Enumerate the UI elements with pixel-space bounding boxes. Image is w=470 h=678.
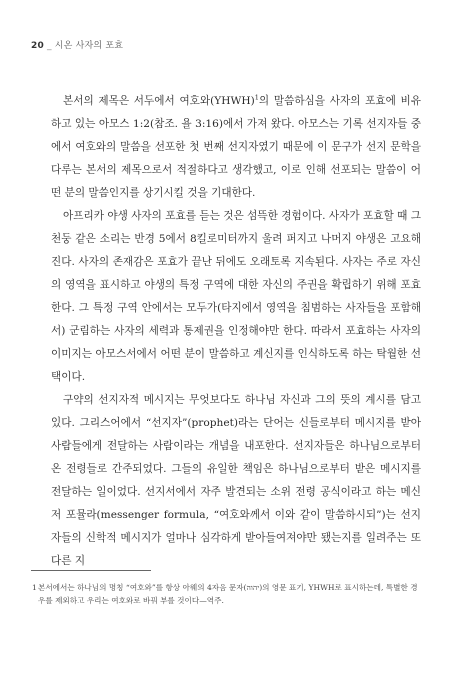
- paragraph-2: 아프리카 야생 사자의 포효를 듣는 것은 섬뜩한 경험이다. 사자가 포효할 때 그 천둥 같은 소리는 반경 5에서 8킬로미터까지 울려 퍼지고 나머지 야생은 고요해진다. 사자의 존재감은 포효가 끝난 뒤에도 오래토록 지속된다. 사자는 주로 자신의 영역을 표시하고 야생의 특정 구역에 대한 자신의 주권을 확립하기 위해 포효한다. 그 특정 구역 안에서는 모두가(타지에서 영역을 침범하는 사자들을 포함해서) 군림하는 사자의 세력과 통제권을 인정해야만 한다. 따라서 포효하는 사자의 이미지는 아모스서에서 어떤 분이 말씀하고 계신지를 인식하도록 하는 탁월한 선택이다.: [51, 210, 421, 383]
- footnote-text: 본서에서는 하나님의 명칭 “여호와”를 항상 아웨의 4자음 문자(יהוה)의 영문 표기, YHWH로 표시하는데, 특별한 경우를 제외하고 우리는 여호와로 바꿔 부를 것이다—역주.: [38, 583, 418, 605]
- footnote-number: 1: [32, 583, 37, 592]
- paragraph-1: [51, 90, 421, 205]
- page-number: 20: [31, 41, 44, 51]
- footnote: [32, 581, 424, 607]
- footnote-divider: [31, 570, 151, 571]
- book-title: 시온 사자의 포효: [54, 41, 124, 51]
- footnote-ref: 1: [254, 93, 259, 102]
- paragraph-3: 구약의 선지자적 메시지는 무엇보다도 하나님 자신과 그의 뜻의 계시를 담고 있다. 그리스어에서 “선지자”(prophet)라는 단어는 신들로부터 메시지를 받아 사람들에게 전달하는 사람이라는 개념을 내포한다. 선지자들은 하나님으로부터 온 전령들로 간주되었다. 그들의 유일한 책임은 하나님으로부터 받은 메시지를 전달하는 일이었다. 선지서에서 자주 발견되는 소위 전령 공식이라고 하는 메신저 포뮬라(messenger formula, “여호와께서 이와 같이 말씀하시되”)는 선지자들의 신학적 메시지가 얼마나 심각하게 받아들여져야만 됐는지를 일려주는 또 다른 지: [51, 394, 421, 567]
- paragraph-1-start: 본서의 제목은 서두에서 여호와(YHWH): [63, 95, 255, 107]
- running-head: [31, 38, 123, 51]
- header-separator: _: [47, 41, 52, 51]
- paragraph-1-rest: 의 말씀하심을 사자의 포효에 비유하고 있는 아모스 1:2(참조. 욜 3:16)에서 가져 왔다. 아모스는 기록 선지자들 중에서 여호와의 말씀을 선포한 첫 번째 선지자였기 때문에 이 문구가 선지 문학을 다루는 본서의 제목으로서 적절하다고 생각했고, 이로 인해 선포되는 말씀이 어떤 분의 말씀인지를 상기시킬 것을 기대한다.: [51, 95, 421, 199]
- body-text: [51, 90, 421, 573]
